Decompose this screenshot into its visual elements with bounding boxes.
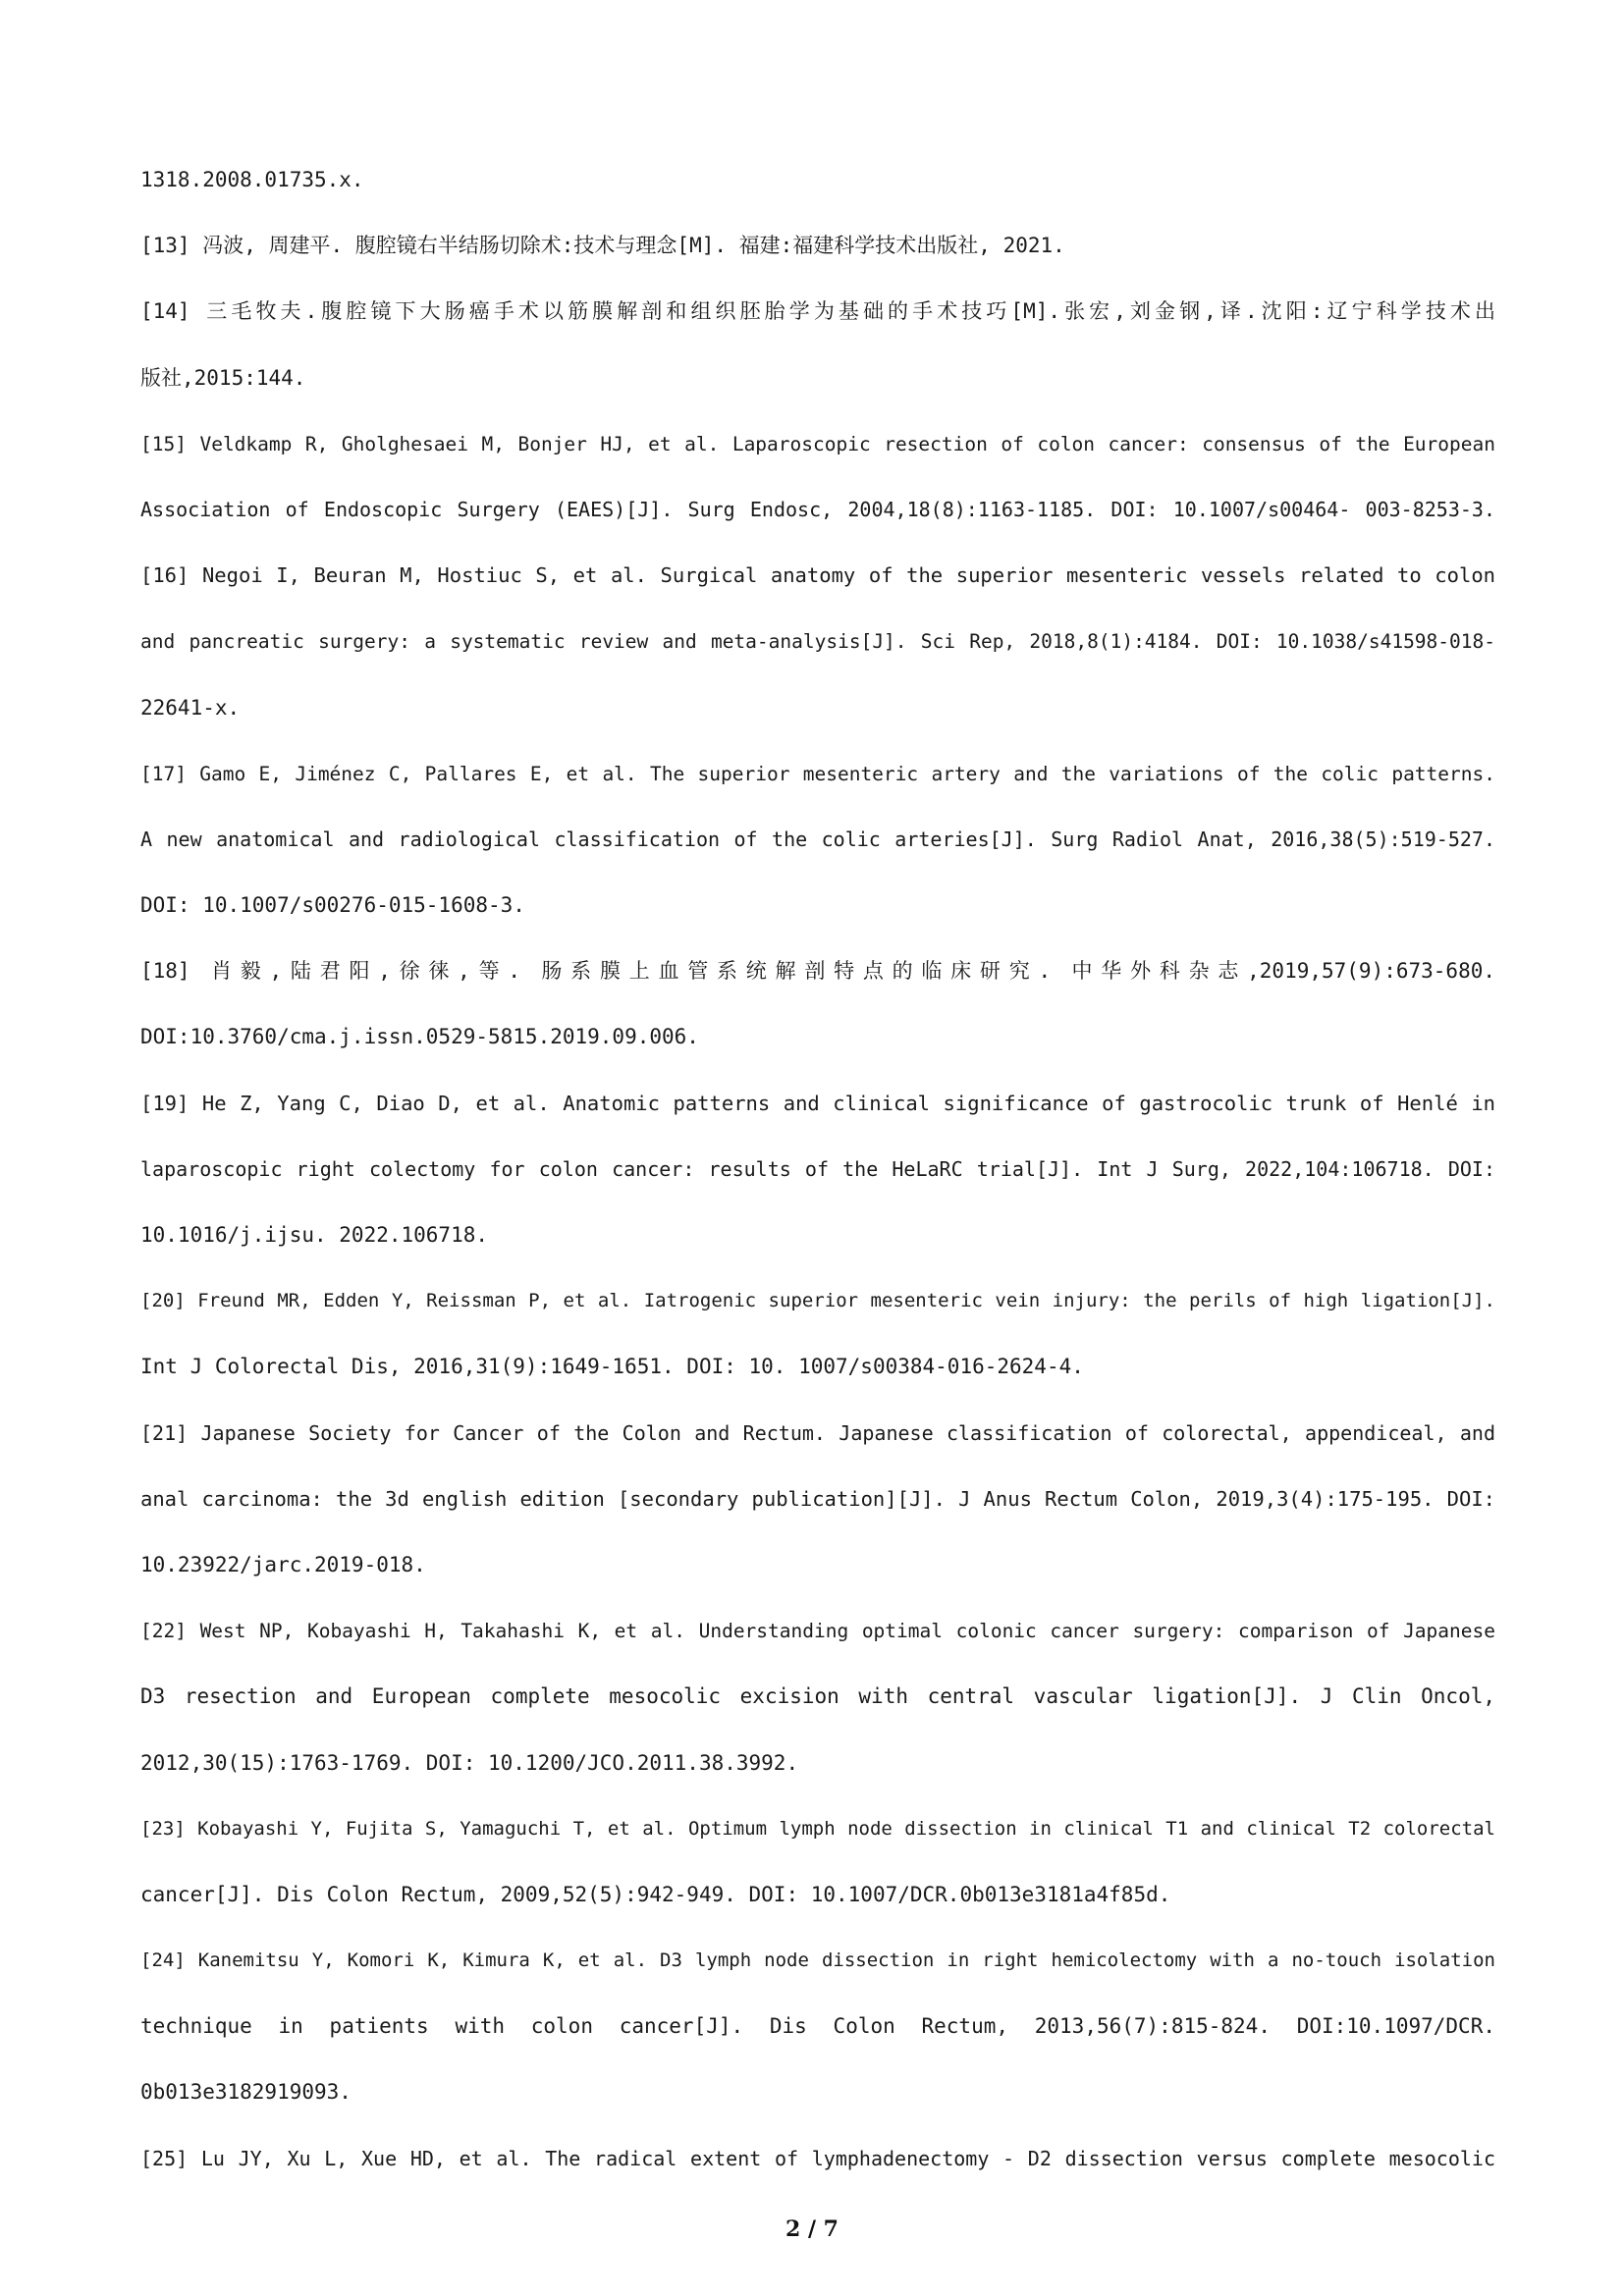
reference-line: [21] Japanese Society for Cancer of the Colon and Rectum. Japanese classification of colorectal, appendiceal, and — [140, 1420, 1495, 1445]
reference-line: Int J Colorectal Dis, 2016,31(9):1649-1651. DOI: 10. 1007/s00384-016-2624-4. — [140, 1355, 1084, 1379]
reference-line: [22] West NP, Kobayashi H, Takahashi K, et al. Understanding optimal colonic cancer surgery: comparison of Japanese — [140, 1620, 1495, 1643]
reference-line: [18] 肖毅,陆君阳,徐徕,等. 肠系膜上血管系统解剖特点的临床研究. 中华外科杂志,2019,57(9):673-680. — [140, 959, 1495, 984]
reference-line: laparoscopic right colectomy for colon cancer: results of the HeLaRC trial[J]. Int J Surg, 2022,104:106718. DOI: — [140, 1156, 1495, 1181]
reference-line: technique in patients with colon cancer[J]. Dis Colon Rectum, 2013,56(7):815-824. DOI:10.1097/DCR. — [140, 2014, 1495, 2039]
reference-line: [24] Kanemitsu Y, Komori K, Kimura K, et al. D3 lymph node dissection in right hemicolectomy with a no-touch isolation — [140, 1949, 1495, 1972]
page-number: 2 / 7 — [785, 2216, 839, 2242]
reference-list — [140, 147, 1495, 2192]
reference-line: [14] 三毛牧夫.腹腔镜下大肠癌手术以筋膜解剖和组织胚胎学为基础的手术技巧[M].张宏,刘金钢,译.沈阳:辽宁科学技术出 — [140, 299, 1495, 324]
reference-line: Association of Endoscopic Surgery (EAES)[J]. Surg Endosc, 2004,18(8):1163-1185. DOI: 10.1007/s00464- 003-8253-3. — [140, 497, 1495, 521]
reference-line: anal carcinoma: the 3d english edition [secondary publication][J]. J Anus Rectum Colon, 2019,3(4):175-195. DOI: — [140, 1486, 1495, 1511]
reference-line: [15] Veldkamp R, Gholghesaei M, Bonjer HJ, et al. Laparoscopic resection of colon cancer: consensus of the European — [140, 432, 1495, 455]
reference-line: 10.1016/j.ijsu. 2022.106718. — [140, 1223, 489, 1247]
reference-line: 1318.2008.01735.x. — [140, 168, 364, 191]
reference-line: DOI:10.3760/cma.j.issn.0529-5815.2019.09.006. — [140, 1025, 699, 1049]
reference-line: [20] Freund MR, Edden Y, Reissman P, et al. Iatrogenic superior mesenteric vein injury: the perils of high ligation[J]. — [140, 1290, 1495, 1312]
reference-line: 22641-x. — [140, 695, 241, 720]
reference-line: and pancreatic surgery: a systematic review and meta-analysis[J]. Sci Rep, 2018,8(1):4184. DOI: 10.1038/s41598-018- — [140, 630, 1495, 654]
reference-line: [23] Kobayashi Y, Fujita S, Yamaguchi T, et al. Optimum lymph node dissection in clinical T1 and clinical T2 colorectal — [140, 1817, 1495, 1840]
reference-line: DOI: 10.1007/s00276-015-1608-3. — [140, 893, 525, 918]
reference-line: 2012,30(15):1763-1769. DOI: 10.1200/JCO.2011.38.3992. — [140, 1750, 799, 1775]
reference-line: 版社,2015:144. — [140, 365, 306, 390]
reference-line: [16] Negoi I, Beuran M, Hostiuc S, et al. Surgical anatomy of the superior mesenteric vessels related to colon — [140, 563, 1495, 588]
reference-line: [17] Gamo E, Jiménez C, Pallares E, et al. The superior mesenteric artery and the variations of the colic patterns. — [140, 762, 1495, 785]
reference-line: [25] Lu JY, Xu L, Xue HD, et al. The radical extent of lymphadenectomy - D2 dissection versus complete mesocolic — [140, 2146, 1495, 2170]
reference-line: [19] He Z, Yang C, Diao D, et al. Anatomic patterns and clinical significance of gastrocolic trunk of Henlé in — [140, 1091, 1495, 1115]
reference-line: [13] 冯波, 周建平. 腹腔镜右半结肠切除术:技术与理念[M]. 福建:福建科学技术出版社, 2021. — [140, 234, 1065, 258]
reference-line: 0b013e3182919093. — [140, 2080, 352, 2105]
reference-line: A new anatomical and radiological classification of the colic arteries[J]. Surg Radiol Anat, 2016,38(5):519-527. — [140, 827, 1495, 851]
reference-line: 10.23922/jarc.2019-018. — [140, 1552, 426, 1576]
reference-line: cancer[J]. Dis Colon Rectum, 2009,52(5):942-949. DOI: 10.1007/DCR.0b013e3181a4f85d. — [140, 1882, 1171, 1906]
reference-line: D3 resection and European complete mesocolic excision with central vascular ligation[J]. J Clin Oncol, — [140, 1684, 1495, 1709]
